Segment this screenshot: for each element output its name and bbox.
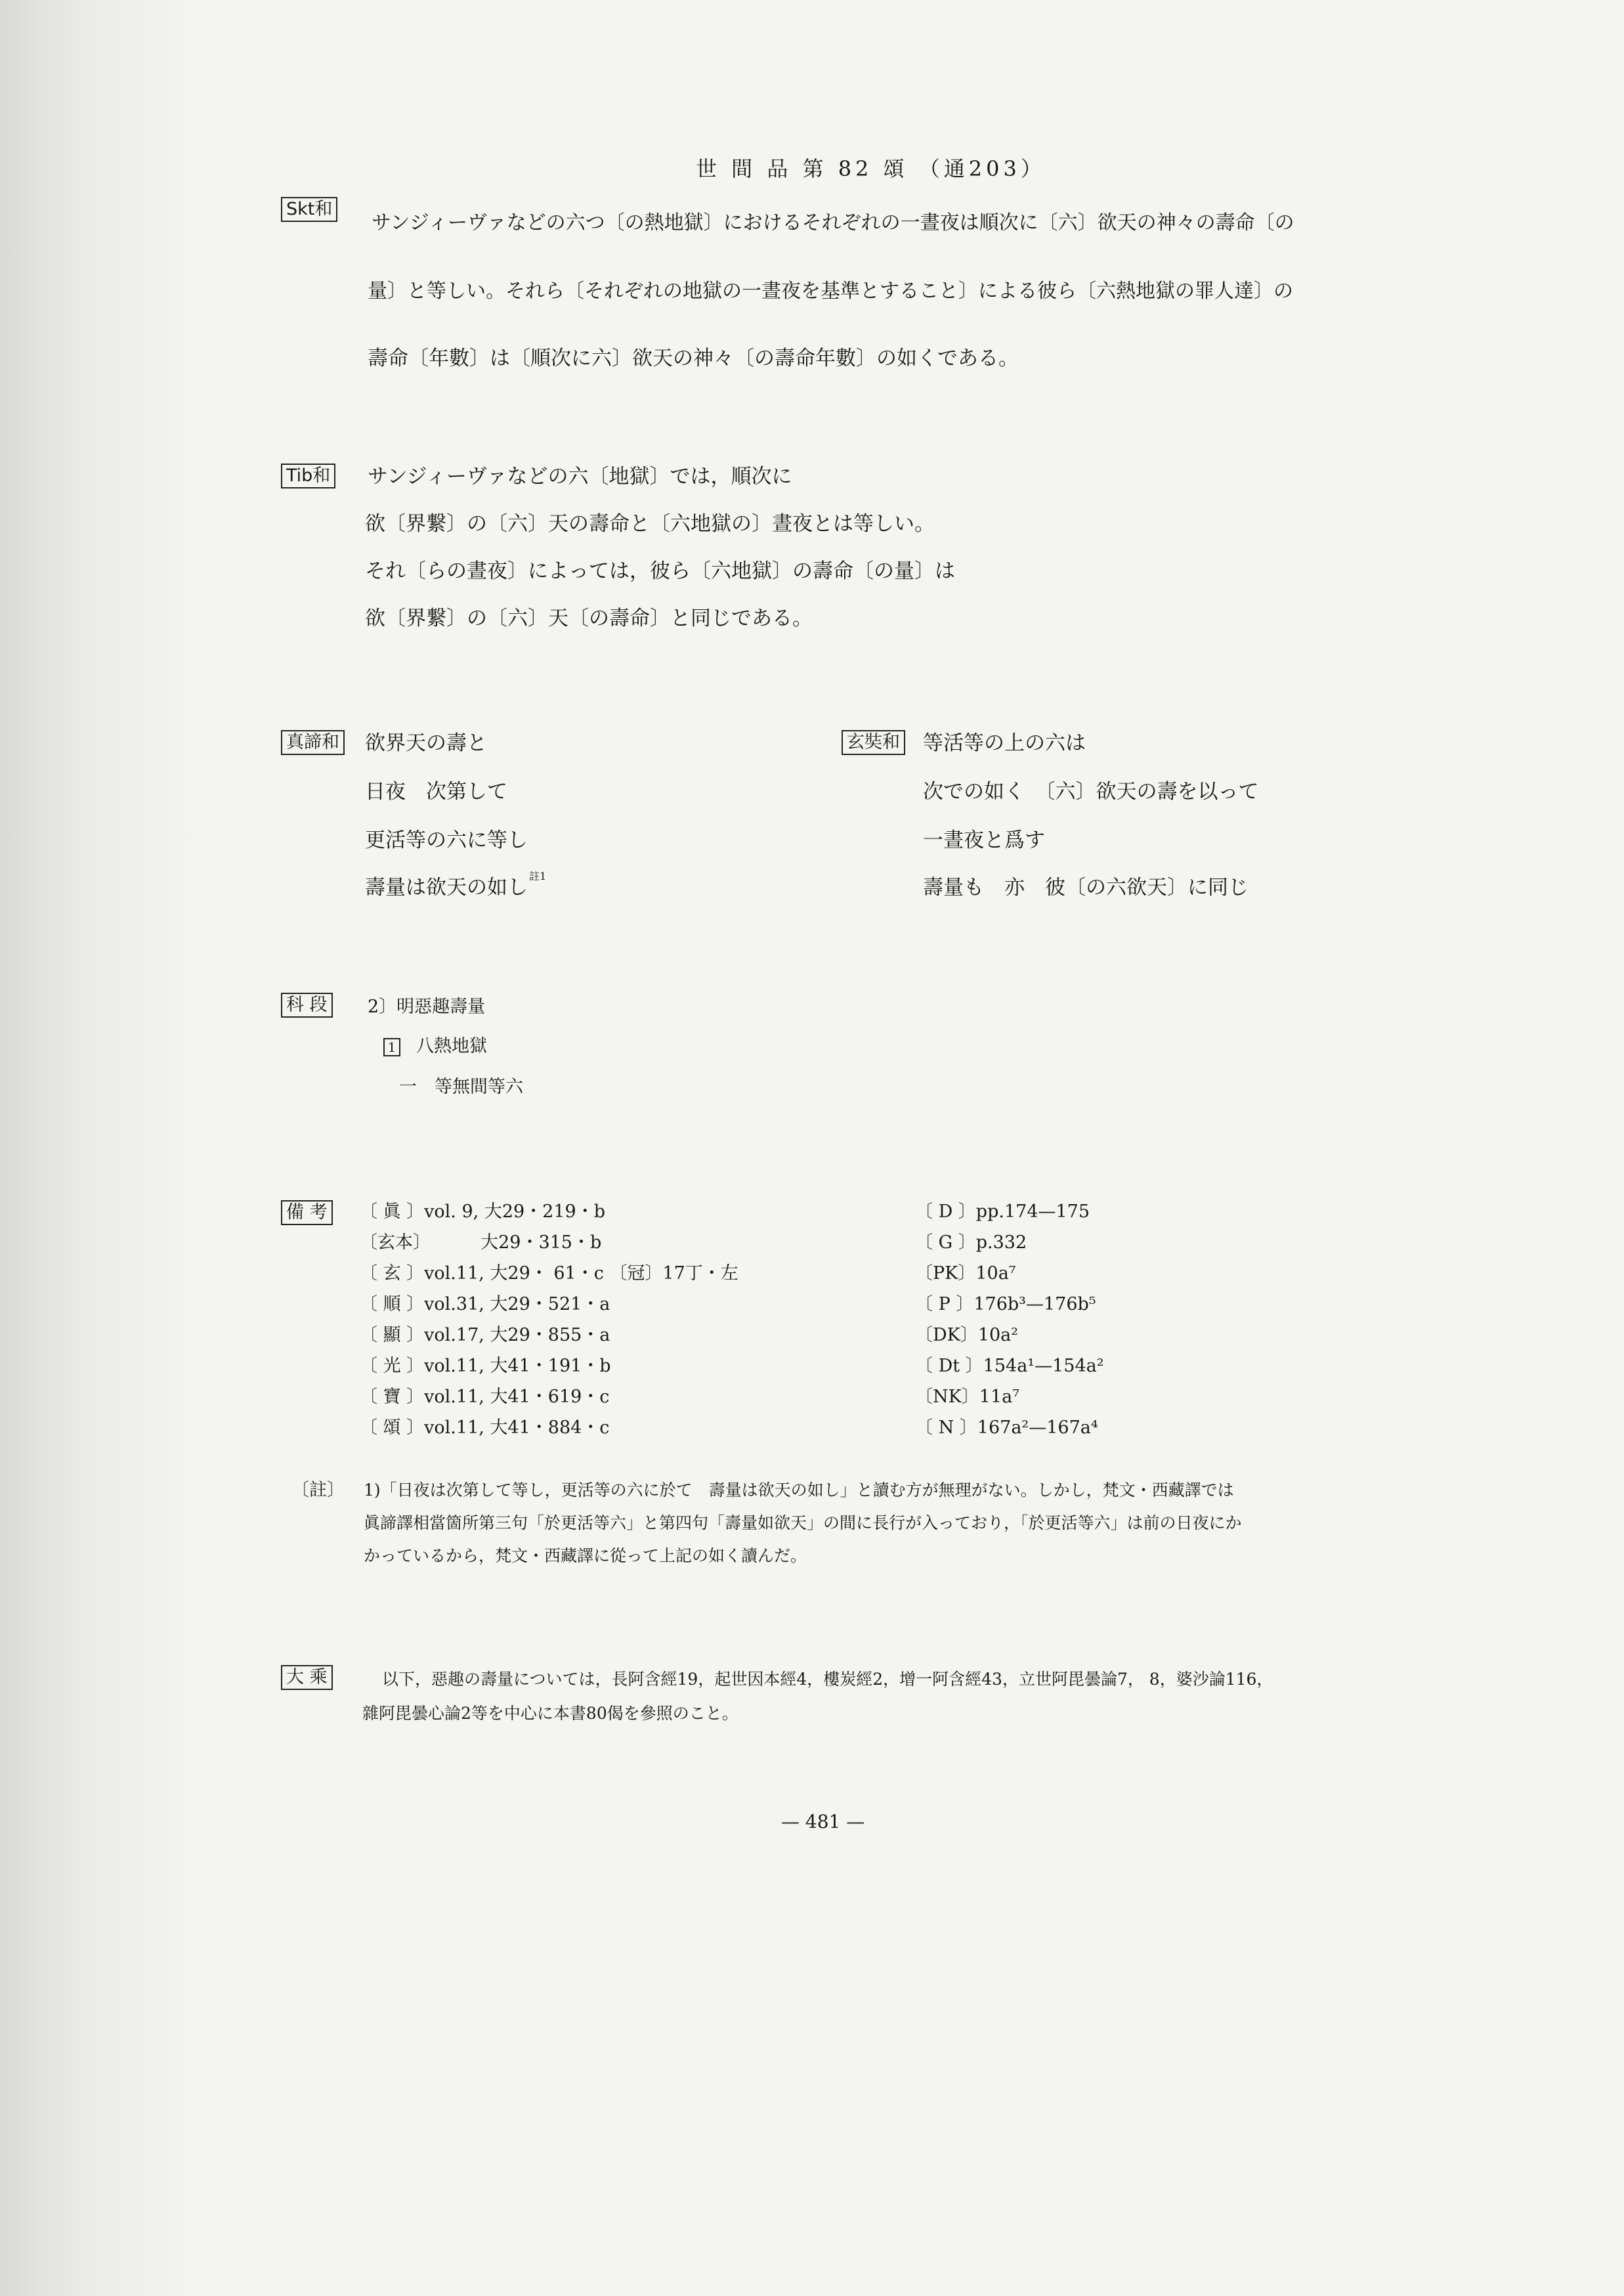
shintai-line-1: 欲界天の壽と bbox=[365, 731, 487, 755]
biko-left-2: 〔玄本〕 大29・315・b bbox=[360, 1232, 602, 1253]
chu-line-2: 眞諦譯相當箇所第三句「於更活等六」と第四句「壽量如欲天」の間に長行が入っており，「於更活等六」は前の日夜にか bbox=[364, 1513, 1242, 1532]
shintai-line-4 bbox=[365, 870, 547, 903]
biko-left-7: 〔 寶 〕vol.11, 大41・619・c bbox=[360, 1387, 610, 1407]
note-mark: 註1 bbox=[529, 870, 547, 882]
genjo-line-3: 一晝夜と爲す bbox=[923, 829, 1045, 852]
scan-shadow-edge bbox=[0, 0, 197, 2296]
shintai-tag: 真諦和 bbox=[281, 730, 345, 755]
skt-line-1: サンジィーヴァなどの六つ〔の熱地獄〕におけるそれぞれの一晝夜は順次に〔六〕欲天の神々の壽命〔の bbox=[372, 211, 1294, 234]
genjo-line-1: 等活等の上の六は bbox=[923, 731, 1086, 755]
biko-right-8: 〔 N 〕167a²—167a⁴ bbox=[915, 1418, 1098, 1438]
kadan-line-3: 一 等無間等六 bbox=[399, 1077, 523, 1097]
biko-left-5: 〔 顯 〕vol.17, 大29・855・a bbox=[360, 1325, 610, 1345]
biko-right-2: 〔 G 〕p.332 bbox=[915, 1232, 1027, 1253]
daijo-line-2: 雜阿毘曇心論2等を中心に本書80偈を參照のこと。 bbox=[362, 1704, 738, 1723]
biko-left-1: 〔 眞 〕vol. 9, 大29・219・b bbox=[360, 1202, 605, 1222]
daijo-tag: 大 乘 bbox=[281, 1665, 333, 1690]
chu-line-3: かっているから，梵文・西藏譯に從って上記の如く讀んだ。 bbox=[364, 1546, 807, 1565]
kadan-line-1: 2〕明惡趣壽量 bbox=[368, 997, 486, 1017]
genjo-tag: 玄奘和 bbox=[842, 730, 905, 755]
chu-line-1: 1)「日夜は次第して等し，更活等の六に於て 壽量は欲天の如し」と讀む方が無理がない。しかし，梵文・西藏譯では bbox=[364, 1481, 1234, 1500]
tib-line-1: サンジィーヴァなどの六〔地獄〕では，順次に bbox=[368, 465, 792, 488]
kadan-box-number: 1 bbox=[383, 1038, 400, 1056]
daijo-line-1: 以下，惡趣の壽量については，長阿含經19，起世因本經4，樓炭經2，增一阿含經43，立世阿毘曇論7， 8，婆沙論116， bbox=[382, 1670, 1273, 1689]
kadan-tag: 科 段 bbox=[281, 993, 333, 1018]
chu-tag: 〔註〕 bbox=[291, 1480, 345, 1500]
shintai-line-3: 更活等の六に等し bbox=[365, 829, 528, 852]
biko-left-3: 〔 玄 〕vol.11, 大29・ 61・c 〔冠〕17丁・左 bbox=[360, 1263, 738, 1284]
genjo-line-2: 次での如く 〔六〕欲天の壽を以って bbox=[923, 780, 1259, 804]
biko-left-8: 〔 頌 〕vol.11, 大41・884・c bbox=[360, 1418, 610, 1438]
tib-tag: Tib和 bbox=[281, 464, 335, 488]
biko-right-4: 〔 P 〕176b³—176b⁵ bbox=[915, 1294, 1096, 1314]
biko-right-3: 〔PK〕10a⁷ bbox=[915, 1263, 1016, 1284]
biko-right-1: 〔 D 〕pp.174—175 bbox=[915, 1202, 1090, 1222]
biko-left-6: 〔 光 〕vol.11, 大41・191・b bbox=[360, 1356, 611, 1376]
biko-right-7: 〔NK〕11a⁷ bbox=[915, 1387, 1020, 1407]
skt-line-2: 量〕と等しい。それら〔それぞれの地獄の一晝夜を基準とすること〕による彼ら〔六熱地獄の罪人達〕の bbox=[368, 280, 1293, 303]
shintai-line-2: 日夜 次第して bbox=[365, 780, 507, 804]
tib-line-4: 欲〔界繋〕の〔六〕天〔の壽命〕と同じである。 bbox=[365, 607, 813, 630]
genjo-line-4: 壽量も 亦 彼〔の六欲天〕に同じ bbox=[923, 876, 1249, 899]
skt-tag: Skt和 bbox=[281, 197, 337, 222]
skt-line-3: 壽命〔年數〕は〔順次に六〕欲天の神々〔の壽命年數〕の如くである。 bbox=[368, 347, 1019, 370]
biko-right-6: 〔 Dt 〕154a¹—154a² bbox=[915, 1356, 1104, 1376]
biko-right-5: 〔DK〕10a² bbox=[915, 1325, 1019, 1345]
tib-line-3: それ〔らの晝夜〕によっては，彼ら〔六地獄〕の壽命〔の量〕は bbox=[365, 559, 955, 583]
page-title: 世 間 品 第 82 頌 （通203） bbox=[696, 156, 1046, 181]
shintai-line-4-text: 壽量は欲天の如し bbox=[365, 876, 528, 899]
page-number: — 481 — bbox=[781, 1811, 865, 1832]
biko-left-4: 〔 順 〕vol.31, 大29・521・a bbox=[360, 1294, 610, 1314]
tib-line-2: 欲〔界繋〕の〔六〕天の壽命と〔六地獄の〕晝夜とは等しい。 bbox=[365, 512, 935, 536]
kadan-line-2-text: 八熱地獄 bbox=[416, 1036, 487, 1056]
kadan-line-2 bbox=[383, 1036, 487, 1057]
biko-tag: 備 考 bbox=[281, 1200, 333, 1225]
